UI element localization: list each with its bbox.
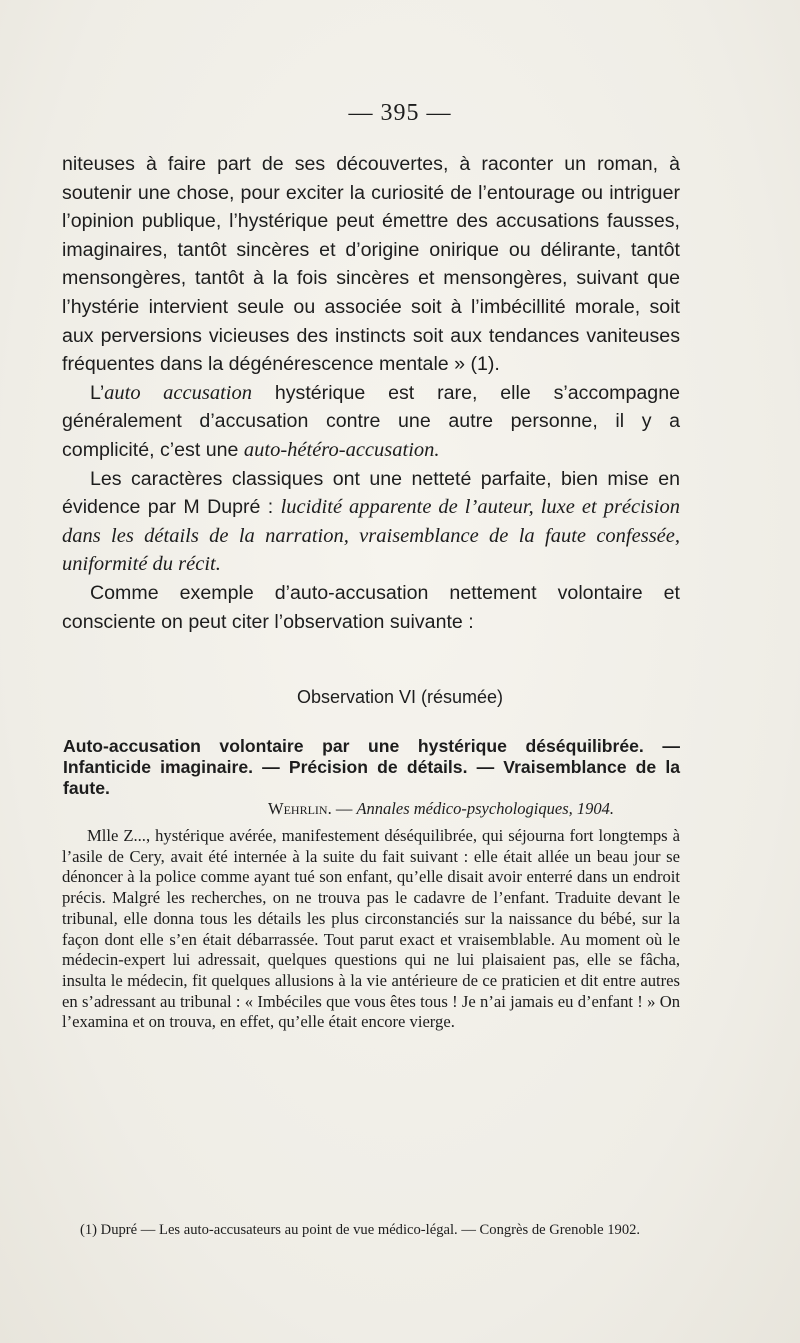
- observation-title: Observation VI (résumée): [296, 687, 504, 707]
- observation-body: [62, 826, 680, 1033]
- source-author: Wehrlin.: [268, 799, 332, 818]
- observation-paragraph: Mlle Z..., hystérique avérée, manifestement déséquilibrée, qui séjourna fort longtemps à l’asile de Cery, avait été internée à la suite du fait suivant : elle était allée un beau jour se dénoncer à la police comme ayant tué son enfant, qu’elle disait avoir enterré dans un endroit précis. Malgré les recherches, on ne trouva pas le cadavre de l’enfant. Traduite devant le tribunal, elle donna tous les détails les plus circonstanciés sur la naissance du bébé, sur la façon dont elle s’en était débarrassée. Tout parut exact et vraisemblable. Au moment où le médecin-expert lui adressait, quelques questions qui ne lui plaisaient pas, elle se fâcha, insulta le médecin, fit quelques allusions à la vie antérieure de ce praticien et dit entre autres en s’adressant au tribunal : « Imbéciles que vous êtes tous ! Je n’ai jamais eu d’enfant ! » On l’examina et on trouva, en effet, qu’elle était encore vierge.: [62, 826, 680, 1032]
- paragraph-2: L’auto accusation hystérique est rare, elle s’accompagne généralement d’accusation contre une autre personne, il y a complicité, c’est une auto-hétéro-accusation.: [62, 381, 680, 461]
- paragraph-4: Comme exemple d’auto-accusation nettement volontaire et consciente on peut citer l’observation suivante :: [62, 581, 680, 633]
- source-journal: Annales médico-psychologiques, 1904.: [356, 799, 614, 818]
- main-text: [62, 150, 680, 636]
- page-number: — 395 —: [348, 100, 452, 126]
- paragraph-3: Les caractères classiques ont une netteté parfaite, bien mise en évidence par M Dupré : lucidité apparente de l’auteur, luxe et précision dans les détails de la narration, vraisemblance de la faute confessée, uniformité du récit.: [62, 467, 680, 576]
- paragraph-1: niteuses à faire part de ses découvertes, à raconter un roman, à soutenir une chose, pour exciter la curiosité de l’entourage ou intriguer l’opinion publique, l’hystérique peut émettre des accusations fausses, imaginaires, tantôt sincères et d’origine onirique ou délirante, tantôt mensongères, tantôt à la fois sincères et mensongères, suivant que l’hystérie intervient seule ou associée soit à l’imbécillité morale, soit aux perversions vicieuses des instincts soit aux tendances vaniteuses fréquentes dans la dégénérescence mentale » (1).: [62, 153, 680, 376]
- dupre-criteria: lucidité apparente de l’auteur, luxe et précision dans les détails de la narration, vraisemblance de la faute confessée, uniformité du récit.: [62, 496, 680, 576]
- observation-source: Wehrlin. — Annales médico-psychologiques, 1904.: [268, 799, 614, 818]
- observation-subtitle: Auto-accusation volontaire par une hystérique déséquilibrée. — Infanticide imaginaire. — Précision de détails. — Vraisemblance de la faute.: [63, 736, 680, 798]
- term-auto-hetero-accusation: auto-hétéro-accusation.: [243, 438, 440, 461]
- footnote-text: (1) Dupré — Les auto-accusateurs au point de vue médico-légal. — Congrès de Grenoble 1902.: [80, 1222, 641, 1238]
- term-auto-accusation: auto accusation: [104, 381, 252, 404]
- footnote: [62, 1221, 680, 1239]
